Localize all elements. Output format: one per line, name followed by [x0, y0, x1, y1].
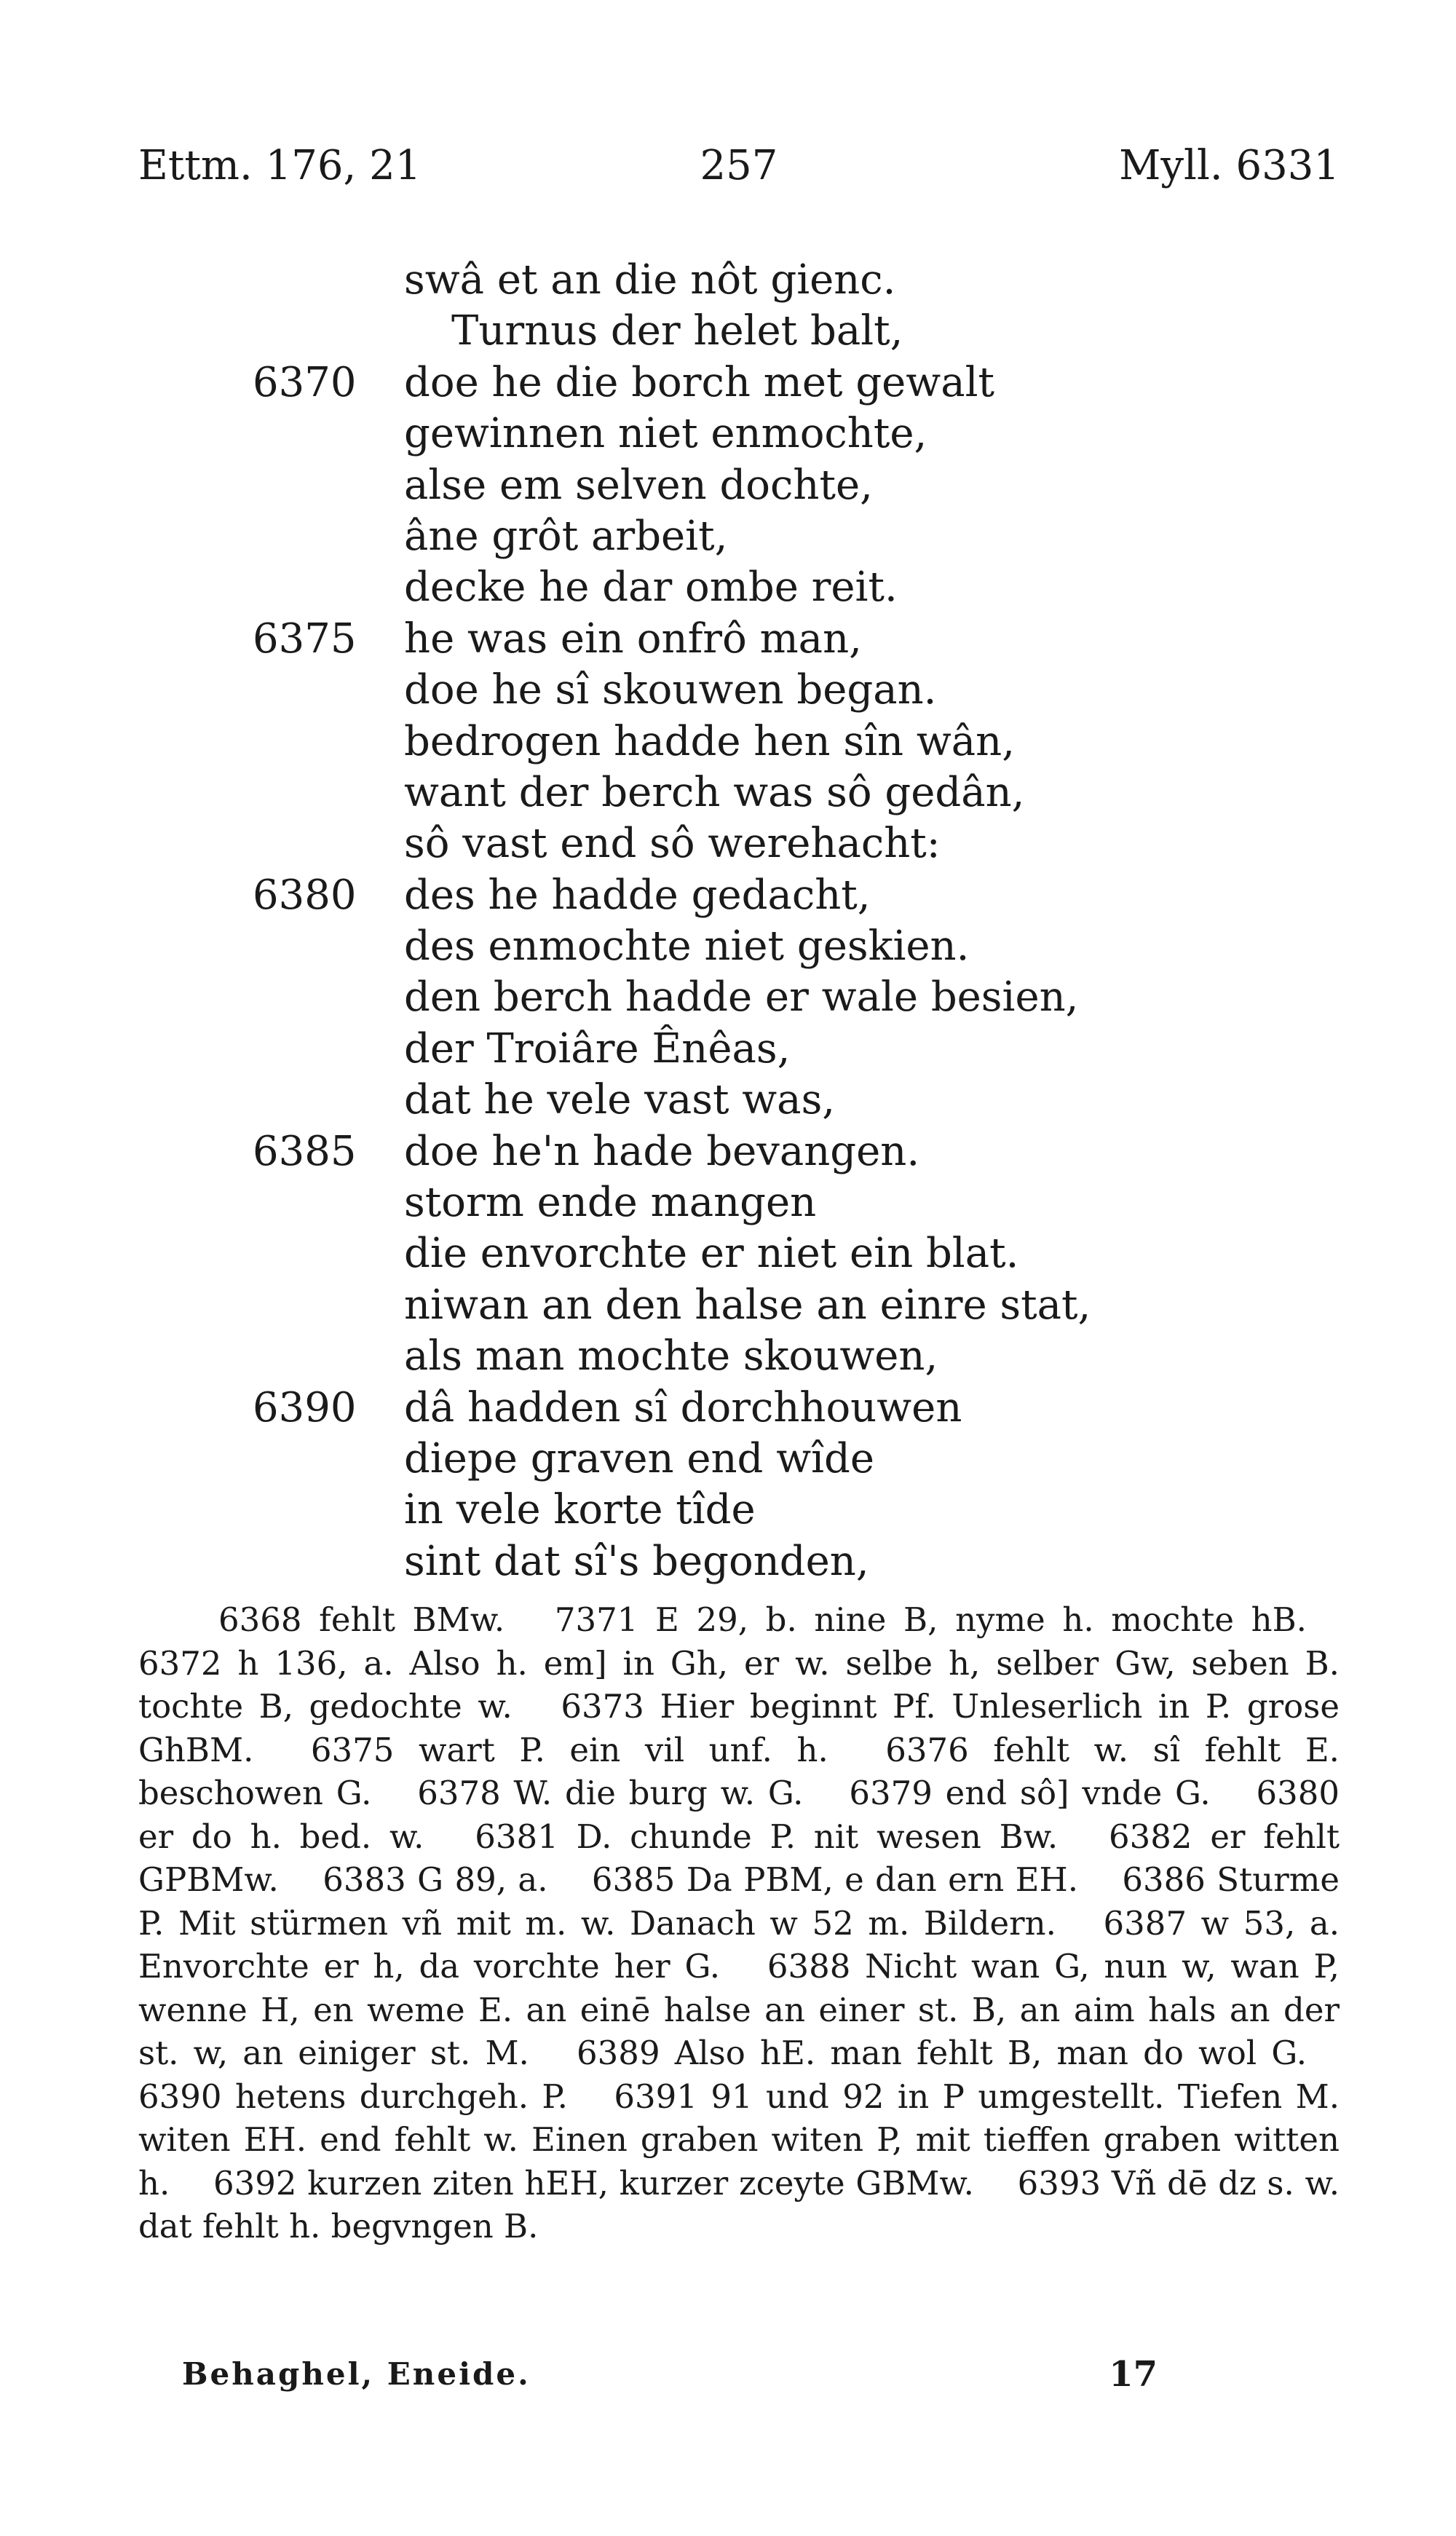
- note-line-reference: 6389: [577, 2034, 660, 2072]
- note-line-reference: 6383: [323, 1860, 406, 1899]
- note-text: er do h. bed. w.: [138, 1817, 424, 1856]
- apparatus-note: [475, 1817, 1058, 1856]
- verse-text: bedrogen hadde hen sîn wân,: [404, 717, 1016, 765]
- note-line-reference: 6372: [138, 1643, 222, 1683]
- note-text: w 53, a. Envorchte er h, da vorchte her G.: [138, 1903, 1340, 1986]
- note-text: Also hE. man fehlt B, man do wol G.: [674, 2034, 1307, 2072]
- verse-text: in vele korte tîde: [404, 1486, 756, 1534]
- note-text: fehlt BMw.: [319, 1600, 505, 1639]
- verse-text: doe he die borch met gewalt: [404, 358, 995, 406]
- note-line-reference: 6381: [475, 1817, 558, 1856]
- verse-text: doe he sî skouwen began.: [404, 666, 937, 714]
- verse-text: die envorchte er niet ein blat.: [404, 1230, 1019, 1278]
- apparatus-note: [218, 1600, 505, 1639]
- note-text: D. chunde P. nit wesen Bw.: [576, 1817, 1059, 1856]
- note-text: G 89, a.: [417, 1860, 548, 1899]
- verse-line: [0, 1024, 1456, 1075]
- signature-number: 17: [1109, 2354, 1158, 2395]
- verse-line: [0, 1536, 1456, 1587]
- note-text: E 29, b. nine B, nyme h. mochte hB.: [655, 1600, 1307, 1639]
- note-line-reference: 6391: [614, 2077, 697, 2116]
- note-line-reference: 6382: [1109, 1817, 1192, 1856]
- verse-number: 6370: [253, 358, 357, 406]
- verse-line: [0, 460, 1456, 511]
- verse-text: dâ hadden sî dorchhouwen: [404, 1383, 962, 1431]
- verse-line: [0, 358, 1456, 408]
- note-line-reference: 6390: [138, 2077, 222, 2116]
- verse-line: [0, 716, 1456, 767]
- verse-number: 6385: [253, 1127, 357, 1175]
- verse-text: swâ et an die nôt gienc.: [404, 256, 896, 304]
- verse-line: [0, 1177, 1456, 1228]
- verse-line: [0, 1280, 1456, 1331]
- verse-text: dat he vele vast was,: [404, 1076, 836, 1124]
- verse-text: des enmochte niet geskien.: [404, 923, 970, 971]
- verse-line: [0, 1075, 1456, 1126]
- verse-text: der Troiâre Ênêas,: [404, 1024, 791, 1073]
- verse-line: [0, 870, 1456, 921]
- note-text: Hier beginnt Pf. Unleserlich in P. grose GhBM.: [138, 1687, 1340, 1769]
- note-line-reference: 6385: [591, 1860, 676, 1899]
- page-footer: [182, 2349, 1158, 2400]
- apparatus-paragraph: [138, 1598, 1340, 2248]
- verse-text: Turnus der helet balt,: [451, 307, 903, 355]
- verse-line: [0, 562, 1456, 613]
- verse-text: he was ein onfrô man,: [404, 615, 862, 663]
- note-line-reference: 6387: [1103, 1903, 1187, 1943]
- verse-text: als man mochte skouwen,: [404, 1332, 938, 1380]
- apparatus-note: [592, 1860, 1078, 1899]
- verse-line: [0, 255, 1456, 306]
- verse-line: [0, 408, 1456, 459]
- verse-line: [0, 1126, 1456, 1177]
- verse-text: niwan an den halse an einre stat,: [404, 1281, 1091, 1329]
- note-text: hetens durchgeh. P.: [234, 2077, 568, 2116]
- verse-text: doe he'n hade bevangen.: [404, 1127, 920, 1175]
- note-text: end sô] vnde G.: [945, 1774, 1211, 1812]
- note-text: h 136, a. Also h. em] in Gh, er w. selbe h, selber Gw, seben B. tochte B, gedochte w.: [138, 1643, 1340, 1726]
- note-text: 91 und 92 in P umgestellt. Tiefen M. witen EH. end fehlt w. Einen graben witen P, mit tieffen graben witten h.: [138, 2077, 1340, 2203]
- verse-line: [0, 1228, 1456, 1279]
- note-line-reference: 6386: [1122, 1860, 1206, 1899]
- note-line-reference: 6378: [417, 1774, 501, 1812]
- note-line-reference: 6373: [561, 1687, 644, 1726]
- verse-line: [0, 614, 1456, 665]
- note-line-reference: 6380: [1256, 1774, 1340, 1812]
- apparatus-note: [417, 1774, 803, 1812]
- note-text: wart P. ein vil unf. h.: [418, 1730, 828, 1769]
- verse-text: gewinnen niet enmochte,: [404, 410, 927, 458]
- note-line-reference: 6393: [1017, 2163, 1101, 2203]
- note-line-reference: 6376: [885, 1730, 969, 1769]
- verse-text: den berch hadde er wale besien,: [404, 973, 1079, 1022]
- verse-line: [0, 1485, 1456, 1536]
- verse-text: des he hadde gedacht,: [404, 871, 871, 919]
- apparatus-note: [138, 2077, 568, 2116]
- note-line-reference: 6388: [767, 1947, 851, 1986]
- note-text: er fehlt GPBMw.: [138, 1817, 1340, 1899]
- signature-title: Behaghel, Eneide.: [182, 2356, 531, 2392]
- critical-apparatus: [138, 1598, 1340, 2248]
- running-header: [138, 137, 1340, 195]
- header-right-reference: Myll. 6331: [1119, 142, 1340, 189]
- note-text: Vñ dē dz s. w. dat fehlt h. begvngen B.: [138, 2163, 1340, 2245]
- apparatus-note: [555, 1600, 1307, 1639]
- note-text: kurzen ziten hEH, kurzer zceyte GBMw.: [307, 2163, 974, 2203]
- note-text: Sturme P. Mit stürmen vñ mit m. w. Danach w 52 m. Bildern.: [138, 1860, 1340, 1943]
- verse-text: storm ende mangen: [404, 1179, 817, 1227]
- header-left-reference: Ettm. 176, 21: [138, 142, 422, 189]
- verse-line: [0, 921, 1456, 972]
- verse-text: diepe graven end wîde: [404, 1434, 875, 1482]
- verse-text: alse em selven dochte,: [404, 461, 873, 509]
- verse-block: [0, 255, 1456, 1587]
- verse-text: want der berch was sô gedân,: [404, 768, 1025, 816]
- apparatus-note: [213, 2164, 974, 2203]
- verse-line: [0, 511, 1456, 562]
- note-line-reference: 6375: [310, 1730, 395, 1769]
- verse-text: decke he dar ombe reit.: [404, 564, 898, 612]
- verse-line: [0, 972, 1456, 1023]
- apparatus-note: [577, 2034, 1307, 2072]
- verse-text: sô vast end sô werehacht:: [404, 820, 941, 868]
- note-text: Da PBM, e dan ern EH.: [686, 1860, 1079, 1899]
- note-line-reference: 6392: [213, 2163, 297, 2203]
- verse-line: [0, 665, 1456, 716]
- note-text: W. die burg w. G.: [513, 1774, 804, 1812]
- apparatus-note: [849, 1774, 1210, 1812]
- apparatus-note: [323, 1860, 547, 1899]
- verse-line: [0, 306, 1456, 357]
- verse-number: 6380: [253, 871, 357, 919]
- verse-text: âne grôt arbeit,: [404, 512, 728, 560]
- note-line-reference: 6368: [218, 1600, 302, 1639]
- verse-line: [0, 767, 1456, 818]
- apparatus-note: [311, 1731, 828, 1769]
- verse-line: [0, 1383, 1456, 1434]
- verse-line: [0, 1434, 1456, 1485]
- note-line-reference: 6379: [849, 1774, 933, 1812]
- verse-line: [0, 818, 1456, 869]
- note-text: Nicht wan G, nun w, wan P, wenne H, en weme E. an einē halse an einer st. B, an aim hals an der st. w, an einiger st. M.: [138, 1947, 1340, 2072]
- note-line-reference: 7371: [554, 1600, 638, 1639]
- page-number: 257: [700, 142, 778, 189]
- verse-line: [0, 1331, 1456, 1382]
- verse-number: 6375: [253, 615, 357, 663]
- verse-number: 6390: [253, 1383, 357, 1431]
- note-text: fehlt w. sî fehlt E. beschowen G.: [138, 1730, 1340, 1812]
- verse-text: sint dat sî's begonden,: [404, 1537, 869, 1585]
